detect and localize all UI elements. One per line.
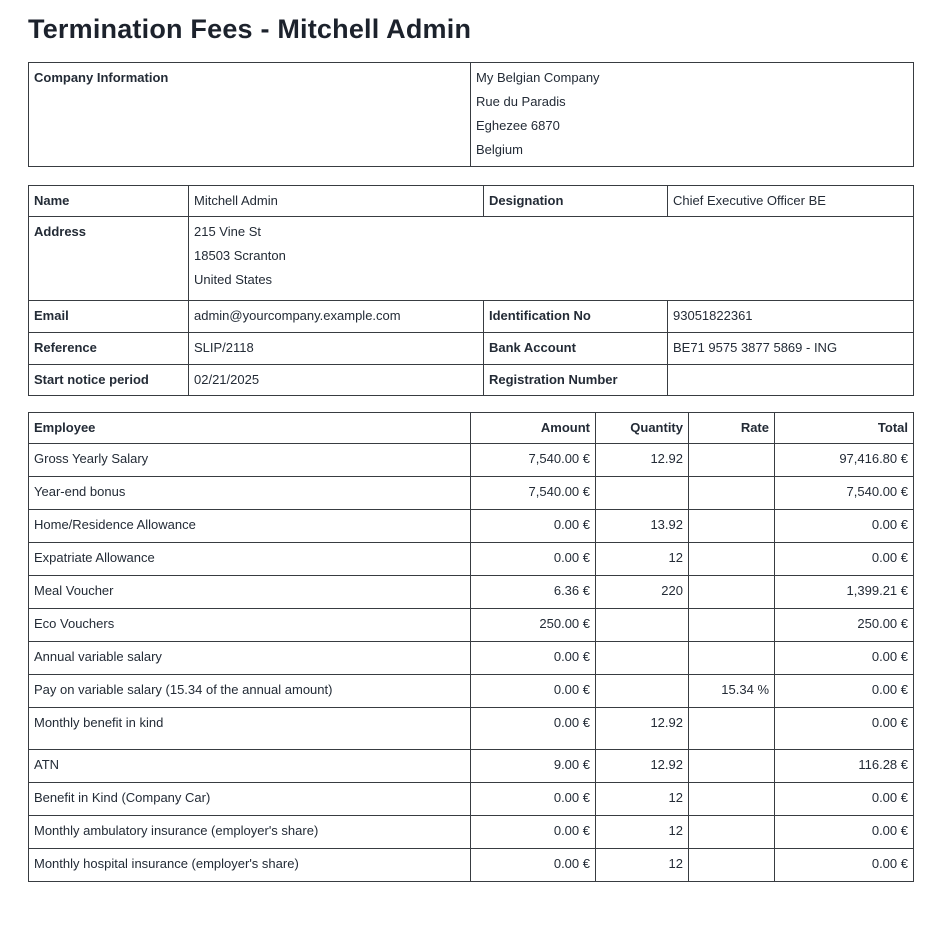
table-row (29, 301, 914, 333)
table-row (29, 186, 914, 217)
bank-account-value: BE71 9575 3877 5869 - ING (668, 333, 914, 365)
quantity-column-header: Quantity (596, 413, 689, 444)
table-row (29, 333, 914, 365)
name-label: Name (29, 186, 189, 217)
fee-quantity-cell: 12 (596, 783, 689, 816)
fee-total-cell: 0.00 € (775, 510, 914, 543)
employee-info-table (28, 185, 914, 396)
fee-rate-cell (689, 543, 775, 576)
table-row (29, 816, 914, 849)
fee-total-cell: 0.00 € (775, 816, 914, 849)
identification-value: 93051822361 (668, 301, 914, 333)
fee-rate-cell: 15.34 % (689, 675, 775, 708)
table-row (29, 849, 914, 882)
fee-amount-cell: 250.00 € (471, 609, 596, 642)
table-row (29, 365, 914, 396)
fee-amount-cell: 7,540.00 € (471, 444, 596, 477)
email-label: Email (29, 301, 189, 333)
start-notice-value: 02/21/2025 (189, 365, 484, 396)
fee-rate-cell (689, 708, 775, 750)
designation-label: Designation (484, 186, 668, 217)
fee-rate-cell (689, 477, 775, 510)
address-city: 18503 Scranton (194, 248, 286, 263)
fee-amount-cell: 7,540.00 € (471, 477, 596, 510)
fee-total-cell: 250.00 € (775, 609, 914, 642)
fee-label-cell: Eco Vouchers (29, 609, 471, 642)
address-street: 215 Vine St (194, 224, 261, 239)
fee-label-cell: Monthly benefit in kind (29, 708, 471, 750)
fee-total-cell: 7,540.00 € (775, 477, 914, 510)
identification-label: Identification No (484, 301, 668, 333)
fee-quantity-cell (596, 675, 689, 708)
fee-amount-cell: 9.00 € (471, 750, 596, 783)
address-value (189, 217, 914, 301)
fee-label-cell: Monthly ambulatory insurance (employer's share) (29, 816, 471, 849)
table-row (29, 708, 914, 750)
employee-column-header: Employee (29, 413, 471, 444)
rate-column-header: Rate (689, 413, 775, 444)
fee-quantity-cell: 12 (596, 543, 689, 576)
table-row (29, 477, 914, 510)
table-row (29, 675, 914, 708)
fee-quantity-cell (596, 477, 689, 510)
fee-amount-cell: 0.00 € (471, 783, 596, 816)
name-value: Mitchell Admin (189, 186, 484, 217)
fee-rate-cell (689, 750, 775, 783)
fee-amount-cell: 0.00 € (471, 675, 596, 708)
fee-rate-cell (689, 783, 775, 816)
fee-label-cell: Home/Residence Allowance (29, 510, 471, 543)
fee-total-cell: 0.00 € (775, 783, 914, 816)
fee-quantity-cell: 12.92 (596, 444, 689, 477)
address-label: Address (29, 217, 189, 301)
registration-number-label: Registration Number (484, 365, 668, 396)
fee-rate-cell (689, 609, 775, 642)
company-country: Belgium (476, 142, 523, 157)
fee-amount-cell: 0.00 € (471, 510, 596, 543)
fee-total-cell: 1,399.21 € (775, 576, 914, 609)
address-country: United States (194, 272, 273, 287)
table-row (29, 609, 914, 642)
fee-rate-cell (689, 642, 775, 675)
fee-quantity-cell (596, 642, 689, 675)
amount-column-header: Amount (471, 413, 596, 444)
fee-quantity-cell: 13.92 (596, 510, 689, 543)
fee-label-cell: Pay on variable salary (15.34 of the annual amount) (29, 675, 471, 708)
table-row (29, 750, 914, 783)
table-row (29, 217, 914, 301)
fee-rate-cell (689, 576, 775, 609)
fee-label-cell: Expatriate Allowance (29, 543, 471, 576)
fee-amount-cell: 0.00 € (471, 543, 596, 576)
table-row (29, 642, 914, 675)
fee-total-cell: 0.00 € (775, 543, 914, 576)
fee-total-cell: 0.00 € (775, 642, 914, 675)
table-row (29, 63, 914, 167)
fee-amount-cell: 0.00 € (471, 642, 596, 675)
fee-quantity-cell: 220 (596, 576, 689, 609)
email-value: admin@yourcompany.example.com (189, 301, 484, 333)
company-info-label: Company Information (29, 63, 471, 167)
table-row (29, 576, 914, 609)
fee-rate-cell (689, 510, 775, 543)
designation-value: Chief Executive Officer BE (668, 186, 914, 217)
termination-fees-report (28, 13, 913, 882)
fee-amount-cell: 6.36 € (471, 576, 596, 609)
fee-rate-cell (689, 444, 775, 477)
reference-value: SLIP/2118 (189, 333, 484, 365)
fee-amount-cell: 0.00 € (471, 708, 596, 750)
fee-label-cell: Benefit in Kind (Company Car) (29, 783, 471, 816)
table-row (29, 783, 914, 816)
total-column-header: Total (775, 413, 914, 444)
table-row (29, 510, 914, 543)
fee-quantity-cell (596, 609, 689, 642)
fee-quantity-cell: 12.92 (596, 750, 689, 783)
fee-amount-cell: 0.00 € (471, 816, 596, 849)
fee-rate-cell (689, 849, 775, 882)
registration-number-value (668, 365, 914, 396)
fee-total-cell: 116.28 € (775, 750, 914, 783)
fees-header-row (29, 413, 914, 444)
company-name: My Belgian Company (476, 70, 600, 85)
fees-table (28, 412, 914, 882)
page-title: Termination Fees - Mitchell Admin (28, 14, 472, 44)
fee-label-cell: Meal Voucher (29, 576, 471, 609)
fee-quantity-cell: 12.92 (596, 708, 689, 750)
fee-label-cell: Annual variable salary (29, 642, 471, 675)
reference-label: Reference (29, 333, 189, 365)
table-row (29, 444, 914, 477)
fee-total-cell: 97,416.80 € (775, 444, 914, 477)
fee-rate-cell (689, 816, 775, 849)
company-info-table (28, 62, 914, 167)
company-info-value (471, 63, 914, 167)
company-city: Eghezee 6870 (476, 118, 560, 133)
fee-label-cell: ATN (29, 750, 471, 783)
fee-label-cell: Year-end bonus (29, 477, 471, 510)
table-row (29, 543, 914, 576)
fee-label-cell: Gross Yearly Salary (29, 444, 471, 477)
start-notice-label: Start notice period (29, 365, 189, 396)
fee-total-cell: 0.00 € (775, 708, 914, 750)
fee-label-cell: Monthly hospital insurance (employer's share) (29, 849, 471, 882)
company-street: Rue du Paradis (476, 94, 566, 109)
fee-quantity-cell: 12 (596, 816, 689, 849)
fee-quantity-cell: 12 (596, 849, 689, 882)
fee-total-cell: 0.00 € (775, 849, 914, 882)
fee-total-cell: 0.00 € (775, 675, 914, 708)
fee-amount-cell: 0.00 € (471, 849, 596, 882)
bank-account-label: Bank Account (484, 333, 668, 365)
